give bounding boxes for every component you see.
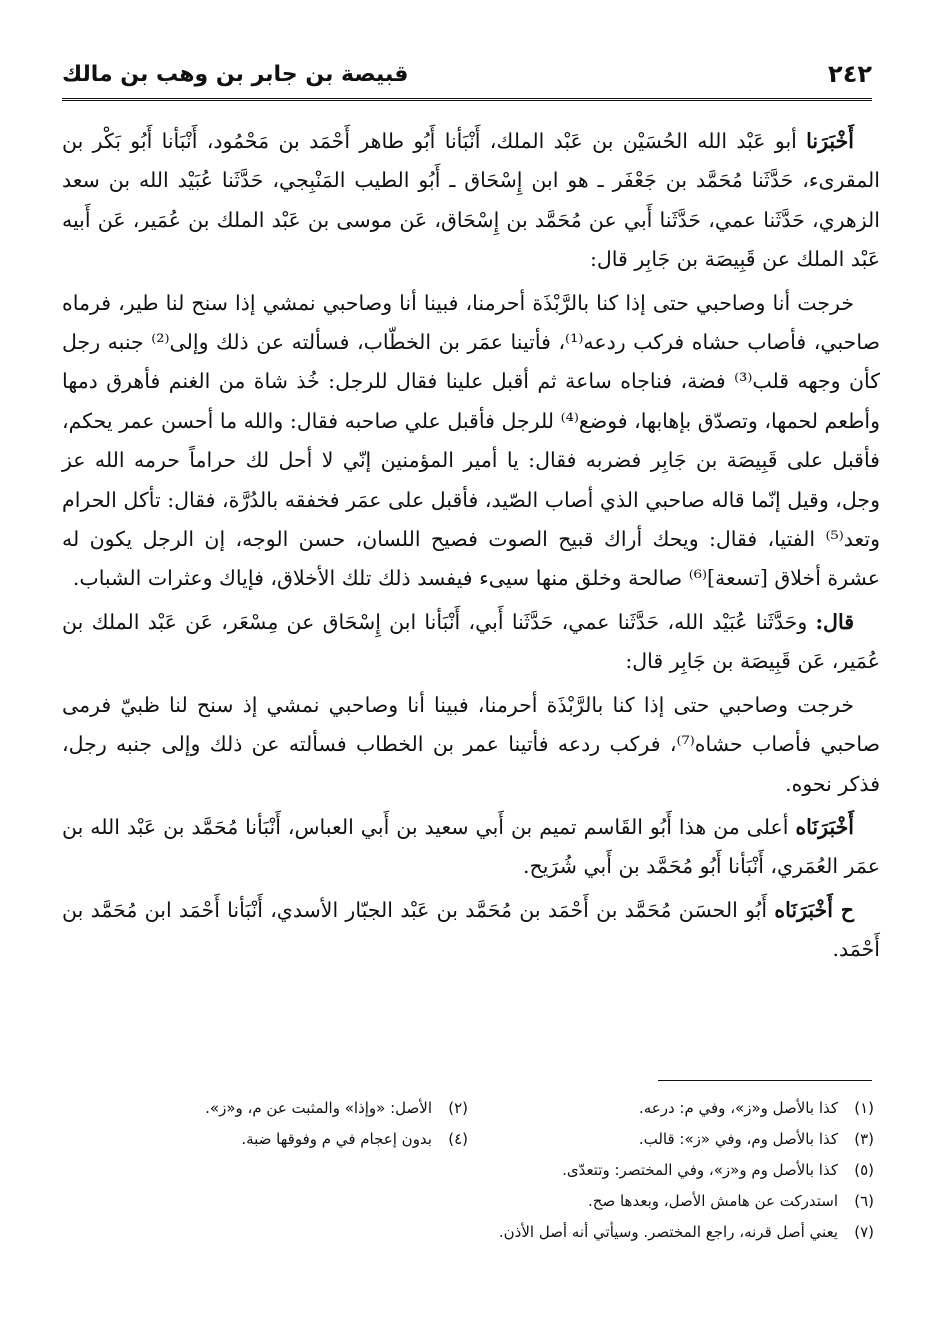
- paragraph-text: أبو عَبْد الله الحُسَيْن بن عَبْد الملك، أَنْبَأنا أَبُو طاهر أَحْمَد بن مَحْمُود، أَنْبَأنا أَبُو بَكْر بن المقرىء، حَدَّثَنا مُحَمَّد بن جَعْفَر ـ هو ابن إِسْحَاق ـ أَبُو الطيب المَنْبِجي، حَدَّثَنا عُبَيْد الله بن سعد الزهري، حَدَّثَنا عمي، حَدَّثَنا أَبي عن مُحَمَّد بن إِسْحَاق، عَن موسى بن عَبْد الملك بن عُمَير، عَن أَبيه عَبْد الملك عن قَبِيصَة بن جَابِر قال:: [62, 129, 880, 272]
- footnote: [62, 1161, 874, 1179]
- footnote-number: (٢): [448, 1098, 468, 1117]
- footnote-number: (٧): [854, 1222, 874, 1241]
- footnote-number: (٦): [854, 1191, 874, 1210]
- footnote-row: [62, 1216, 874, 1247]
- footnote-row: [62, 1123, 874, 1154]
- body-text: [62, 122, 880, 974]
- paragraph-text: خرجت أنا وصاحبي حتى إذا كنا بالرَّبْذَة أحرمنا، فبينا أنا وصاحبي نمشي إذا سنح لنا طير، فرماه صاحبي، فأصاب حشاه فركب ردعه⁽¹⁾، فأتينا عمَر بن الخطّاب، فسألته عن ذلك وإلى⁽²⁾ جنبه رجل كأن وجهه قلب⁽³⁾ فضة، فناجاه ساعة ثم أقبل علينا فقال للرجل: خُذ شاة من الغنم فأهرق دمها وأطعم لحمها، وتصدّق بإهابها، فوضع⁽⁴⁾ للرجل فأقبل علي صاحبه فقال: والله ما أحسن عمر يحكم، فأقبل على قَبِيصَة بن جَابِر فضربه فقال: يا أمير المؤمنين إنّي لا أحل لك حراماً حرمه الله عز وجل، وقيل إنّما قاله صاحبي الذي أصاب الصّيد، فأقبل على عمَر فخفقه بالدُرَّة، فقال: تأكل الحرام وتعد⁽⁵⁾ الفتيا، فقال: ويحك أراك قبيح الصوت فصيح اللسان، حسن الوجه، إن الرجل يكون له عشرة أخلاق [تسعة]⁽⁶⁾ صالحة وخلق منها سيىء فيفسد ذلك تلك الأخلاق، فإياك وعثرات الشباب.: [62, 290, 881, 591]
- footnote-number: (٤): [448, 1129, 468, 1148]
- page-number: ٢٤٢: [828, 60, 872, 88]
- footnote-text: كذا بالأصل وم، وفي «ز»: قالب.: [638, 1129, 838, 1148]
- footnote: [468, 1130, 874, 1148]
- paragraph-lead: أَخْبَرَنَاه: [795, 814, 854, 839]
- footnote-text: استدركت عن هامش الأصل، وبعدها صح.: [588, 1191, 838, 1210]
- paragraph: [62, 284, 880, 599]
- header-rule: [62, 98, 872, 101]
- footnote-text: الأصل: «وإذا» والمثبت عن م، و«ز».: [205, 1098, 432, 1117]
- footnote-text: كذا بالأصل وم و«ز»، وفي المختصر: وتتعدّى.: [562, 1160, 838, 1179]
- running-title: قبيصة بن جابر بن وهب بن مالك: [62, 62, 409, 87]
- footnote-rule: [658, 1080, 872, 1081]
- footnote: [62, 1192, 874, 1210]
- paragraph-lead: ح أَخْبَرَنَاه: [774, 897, 854, 922]
- footnote-row: [62, 1092, 874, 1123]
- footnote-number: (٥): [854, 1160, 874, 1179]
- footnote-number: (٣): [854, 1129, 874, 1148]
- footnote: [62, 1130, 468, 1148]
- footnote-text: يعني أصل قرنه، راجع المختصر. وسيأتي أنه أصل الأذن.: [498, 1222, 838, 1241]
- footnote-text: بدون إعجام في م وفوقها ضبة.: [241, 1129, 432, 1148]
- footnote-row: [62, 1185, 874, 1216]
- footnote-number: (١): [854, 1098, 874, 1117]
- paragraph: [62, 603, 880, 682]
- footnote-row: [62, 1154, 874, 1185]
- paragraph-text: وحَدَّثَنا عُبَيْد الله، حَدَّثَنا عمي، حَدَّثَنا أَبي، أَنْبَأنا ابن إِسْحَاق عن مِسْعَر، عَن عَبْد الملك بن عُمَير، عَن قَبِيصَة بن جَابِر قال:: [62, 609, 880, 674]
- paragraph: [62, 808, 880, 887]
- paragraph: [62, 686, 880, 804]
- paragraph: [62, 891, 880, 970]
- paragraph-text: أَبُو الحسَن مُحَمَّد بن أَحْمَد بن مُحَمَّد بن عَبْد الجبّار الأسدي، أَنْبَأنا أَحْمَد ابن مُحَمَّد بن أَحْمَد.: [62, 897, 880, 962]
- footnote-text: كذا بالأصل و«ز»، وفي م: درعه.: [638, 1098, 838, 1117]
- paragraph-text: خرجت وصاحبي حتى إذا كنا بالرَّبْذَة أحرمنا، فبينا أنا وصاحبي نمشي إذ سنح لنا ظبيّ فرمى صاحبي فأصاب حشاه⁽⁷⁾، فركب ردعه فأتينا عمر بن الخطاب فسألته عن ذلك وإلى جنبه رجل، فذكر نحوه.: [62, 692, 880, 796]
- paragraph-lead: قال:: [815, 609, 854, 634]
- footnotes: [62, 1092, 874, 1247]
- footnote: [468, 1099, 874, 1117]
- paragraph-lead: أَخْبَرَنا: [806, 129, 854, 153]
- paragraph: [62, 122, 880, 280]
- page-header: [62, 58, 872, 96]
- footnote: [62, 1099, 468, 1117]
- footnote: [62, 1223, 874, 1241]
- paragraph-text: أعلى من هذا أَبُو القَاسم تميم بن أَبي سعيد بن أَبي العباس، أَنْبَأنا مُحَمَّد بن عَبْد الله بن عمَر العُمَري، أَنْبَأنا أَبُو مُحَمَّد بن أَبي شُرَيح.: [62, 814, 880, 879]
